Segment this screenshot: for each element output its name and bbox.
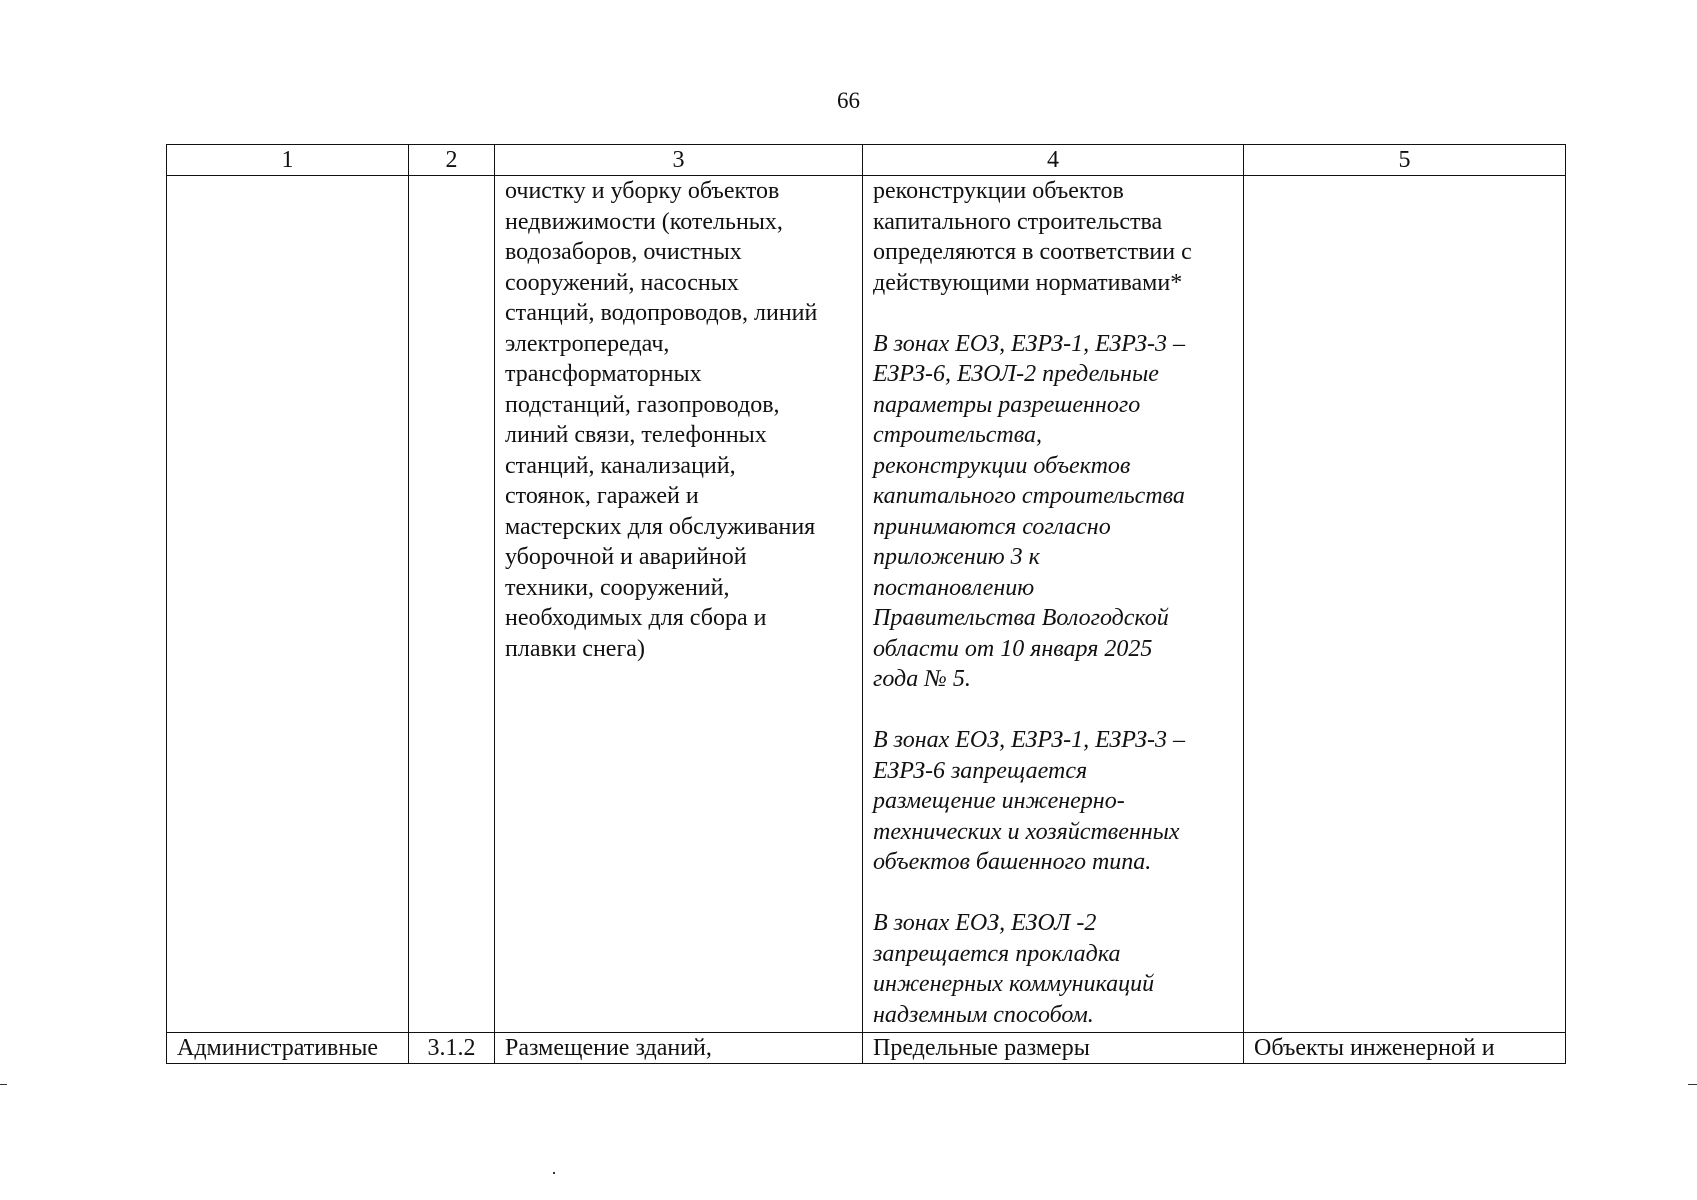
text-line: недвижимости (котельных, xyxy=(505,208,783,235)
header-cell-5: 5 xyxy=(1244,145,1566,176)
text-line: Правительства Вологодской xyxy=(873,605,1169,631)
text-line: очистку и уборку объектов xyxy=(505,178,780,204)
text-line: размещение инженерно- xyxy=(873,788,1125,814)
text-line: мастерских для обслуживания xyxy=(505,513,816,540)
scan-mark-right xyxy=(1688,1084,1697,1085)
text-line: надземным способом. xyxy=(873,1001,1094,1028)
text-line: технических и хозяйственных xyxy=(873,818,1180,845)
text-line: станций, водопроводов, линий xyxy=(505,300,818,326)
text-line: плавки снега) xyxy=(505,635,645,662)
text-line: линий связи, телефонных xyxy=(505,422,767,448)
text-line: постановлению xyxy=(873,574,1035,601)
description-text xyxy=(505,176,854,664)
text-line: запрещается прокладка xyxy=(873,940,1121,967)
cell-objects: Объекты инженерной и xyxy=(1244,1033,1566,1064)
text-line: уборочной и аварийной xyxy=(505,544,747,570)
text-line: станций, канализаций, xyxy=(505,452,736,479)
table-row xyxy=(167,1033,1566,1064)
header-cell-3: 3 xyxy=(495,145,863,176)
text-line: подстанций, газопроводов, xyxy=(505,391,780,418)
zone-overhead-ban-block xyxy=(873,908,1235,1030)
text-line: действующими нормативами* xyxy=(873,269,1183,296)
text-line: трансформаторных xyxy=(505,361,702,387)
text-line: ЕЗРЗ-6, ЕЗОЛ-2 предельные xyxy=(873,361,1159,387)
text-line: водозаборов, очистных xyxy=(505,239,742,265)
cell-description: Размещение зданий, xyxy=(495,1033,863,1064)
header-cell-1: 1 xyxy=(167,145,409,176)
text-line: В зонах ЕОЗ, ЕЗРЗ-1, ЕЗРЗ-3 – xyxy=(873,330,1186,357)
text-line: реконструкции объектов xyxy=(873,452,1131,479)
text-line: инженерных коммуникаций xyxy=(873,971,1155,997)
text-line: В зонах ЕОЗ, ЕЗОЛ -2 xyxy=(873,910,1097,936)
text-line: капитального строительства xyxy=(873,483,1185,509)
cell-empty-5 xyxy=(1244,176,1566,1033)
table-row xyxy=(167,176,1566,1033)
text-line: необходимых для сбора и xyxy=(505,605,767,631)
zone-params-block xyxy=(873,329,1235,695)
scan-dot xyxy=(553,1172,555,1174)
text-line: объектов башенного типа. xyxy=(873,849,1152,875)
text-line: года № 5. xyxy=(873,666,971,692)
cell-parameters xyxy=(863,176,1244,1033)
text-line: ЕЗРЗ-6 запрещается xyxy=(873,757,1088,784)
parameters-intro xyxy=(873,176,1235,298)
page-number: 66 xyxy=(837,88,860,113)
cell-parameters: Предельные размеры xyxy=(863,1033,1244,1064)
text-line: реконструкции объектов xyxy=(873,178,1124,204)
cell-empty-1 xyxy=(167,176,409,1033)
regulations-table xyxy=(166,144,1566,1064)
text-line: капитального строительства xyxy=(873,208,1163,235)
text-line: техники, сооружений, xyxy=(505,574,730,601)
text-line: строительства, xyxy=(873,422,1042,448)
text-line: принимаются согласно xyxy=(873,513,1111,540)
zone-tower-ban-block xyxy=(873,725,1235,878)
cell-category: Административные xyxy=(167,1033,409,1064)
text-line: сооружений, насосных xyxy=(505,269,739,296)
text-line: параметры разрешенного xyxy=(873,391,1141,418)
text-line: области от 10 января 2025 xyxy=(873,635,1153,662)
text-line: определяются в соответствии с xyxy=(873,239,1192,265)
cell-empty-2 xyxy=(409,176,495,1033)
text-line: электропередач, xyxy=(505,330,670,357)
scan-mark-left xyxy=(0,1084,7,1085)
cell-code: 3.1.2 xyxy=(409,1033,495,1064)
text-line: В зонах ЕОЗ, ЕЗРЗ-1, ЕЗРЗ-3 – xyxy=(873,727,1186,753)
header-cell-4: 4 xyxy=(863,145,1244,176)
text-line: приложению 3 к xyxy=(873,544,1040,570)
header-cell-2: 2 xyxy=(409,145,495,176)
cell-description xyxy=(495,176,863,1033)
text-line: стоянок, гаражей и xyxy=(505,483,699,509)
table-header-row xyxy=(167,145,1566,176)
